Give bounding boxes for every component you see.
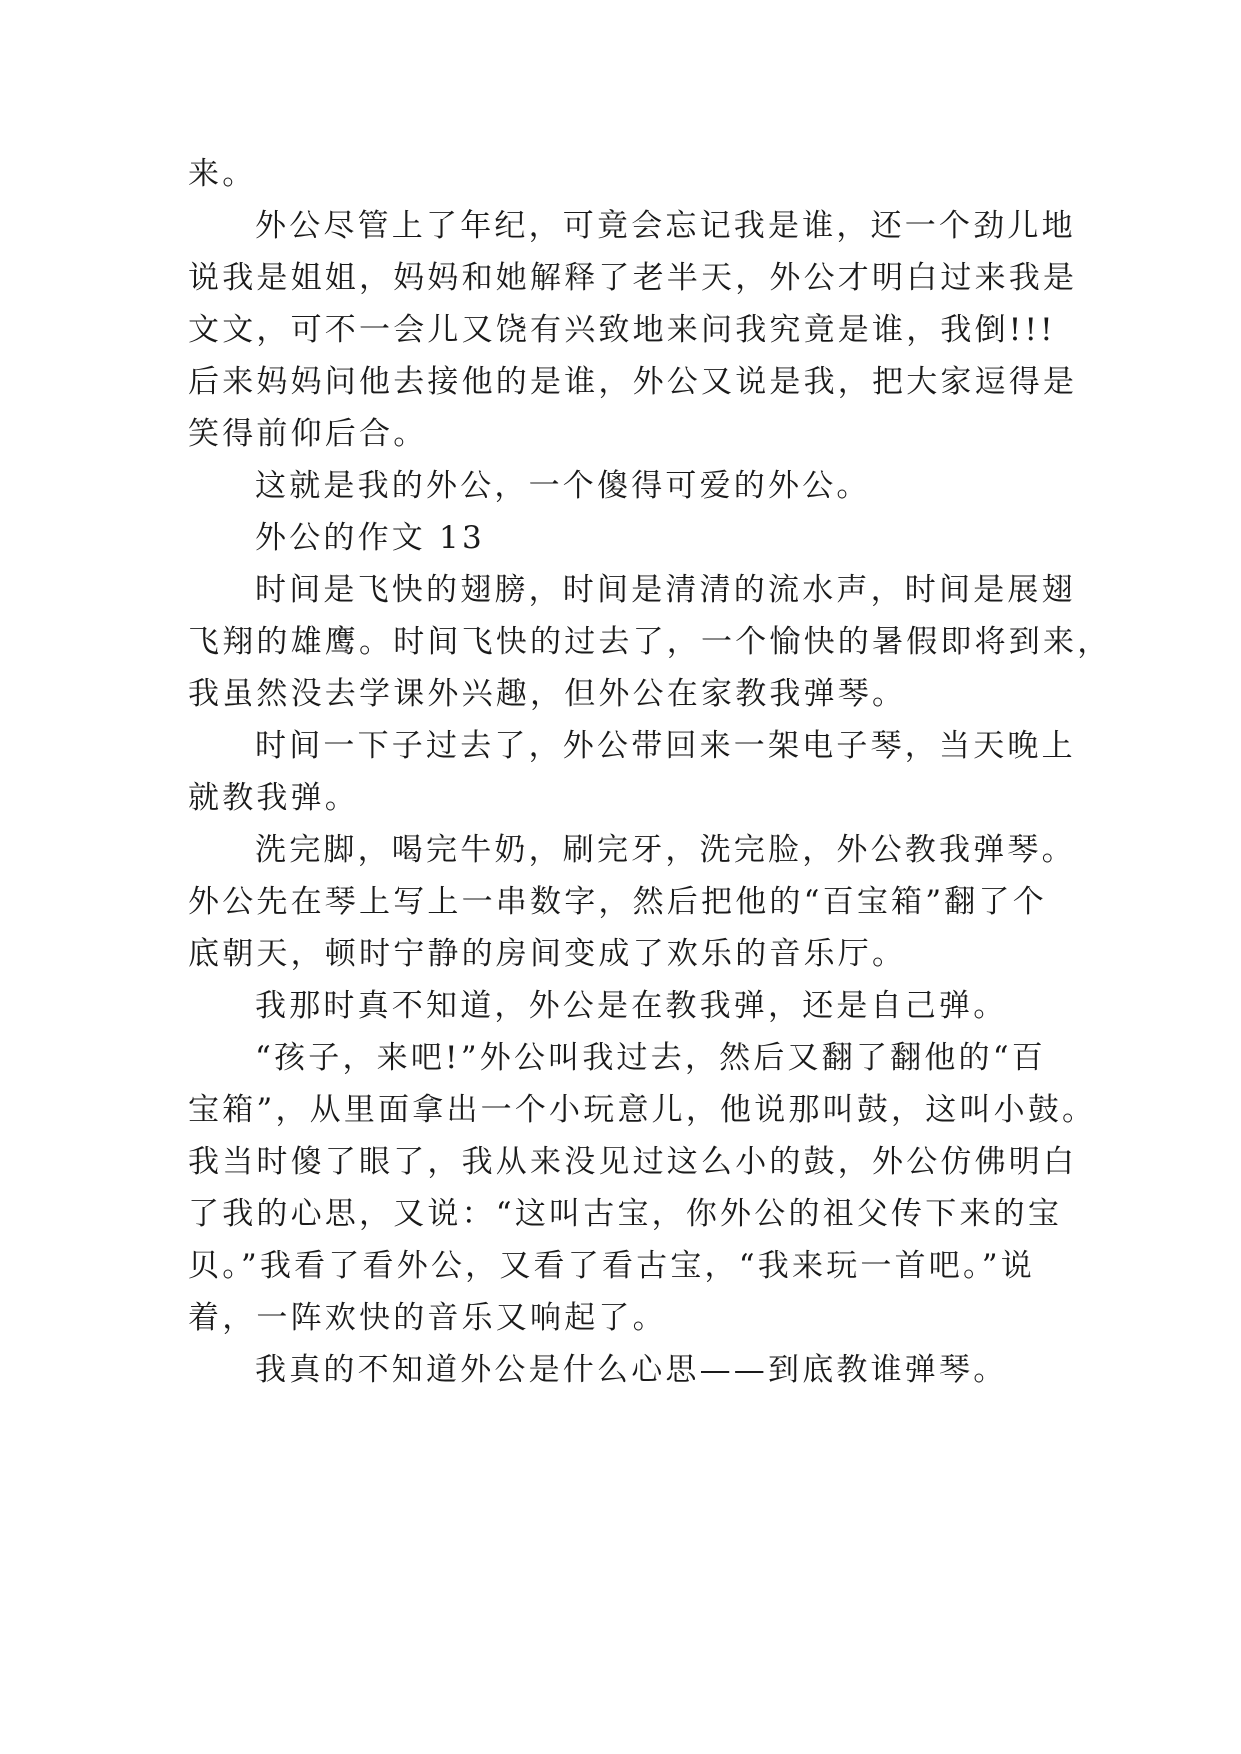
text-line: 说我是姐姐，妈妈和她解释了老半天，外公才明白过来我是 bbox=[188, 260, 1078, 296]
paragraph-start: 时间是飞快的翅膀，时间是清清的流水声，时间是展翅 bbox=[255, 572, 1076, 608]
text-line: 贝。”我看了看外公，又看了看古宝，“我来玩一首吧。”说 bbox=[188, 1248, 1035, 1284]
paragraph-start: 我那时真不知道，外公是在教我弹，还是自己弹。 bbox=[255, 988, 1008, 1024]
text-line: 就教我弹。 bbox=[188, 780, 359, 816]
text-line: 宝箱”，从里面拿出一个小玩意儿，他说那叫鼓，这叫小鼓。 bbox=[188, 1092, 1097, 1128]
section-title: 外公的作文 13 bbox=[255, 520, 485, 556]
text-line: 文文，可不一会儿又饶有兴致地来问我究竟是谁，我倒!!! bbox=[188, 312, 1056, 348]
paragraph-start: “孩子，来吧!”外公叫我过去，然后又翻了翻他的“百 bbox=[255, 1040, 1046, 1076]
text-line: 笑得前仰后合。 bbox=[188, 416, 428, 452]
paragraph-start: 时间一下子过去了，外公带回来一架电子琴，当天晚上 bbox=[255, 728, 1076, 764]
text-line: 了我的心思，又说：“这叫古宝，你外公的祖父传下来的宝 bbox=[188, 1196, 1063, 1232]
text-line: 外公先在琴上写上一串数字，然后把他的“百宝箱”翻了个 bbox=[188, 884, 1047, 920]
paragraph-start: 我真的不知道外公是什么心思——到底教谁弹琴。 bbox=[255, 1352, 1008, 1388]
paragraph-start: 洗完脚，喝完牛奶，刷完牙，洗完脸，外公教我弹琴。 bbox=[255, 832, 1076, 868]
paragraph-start: 这就是我的外公，一个傻得可爱的外公。 bbox=[255, 468, 871, 504]
text-line: 底朝天，顿时宁静的房间变成了欢乐的音乐厅。 bbox=[188, 936, 907, 972]
text-line: 后来妈妈问他去接他的是谁，外公又说是我，把大家逗得是 bbox=[188, 364, 1078, 400]
text-line: 来。 bbox=[188, 156, 257, 192]
text-line: 我虽然没去学课外兴趣，但外公在家教我弹琴。 bbox=[188, 676, 907, 712]
text-line: 飞翔的雄鹰。时间飞快的过去了，一个愉快的暑假即将到来， bbox=[188, 624, 1112, 660]
text-line: 着，一阵欢快的音乐又响起了。 bbox=[188, 1300, 667, 1336]
text-line: 我当时傻了眼了，我从来没见过这么小的鼓，外公仿佛明白 bbox=[188, 1144, 1078, 1180]
paragraph-start: 外公尽管上了年纪，可竟会忘记我是谁，还一个劲儿地 bbox=[255, 208, 1076, 244]
